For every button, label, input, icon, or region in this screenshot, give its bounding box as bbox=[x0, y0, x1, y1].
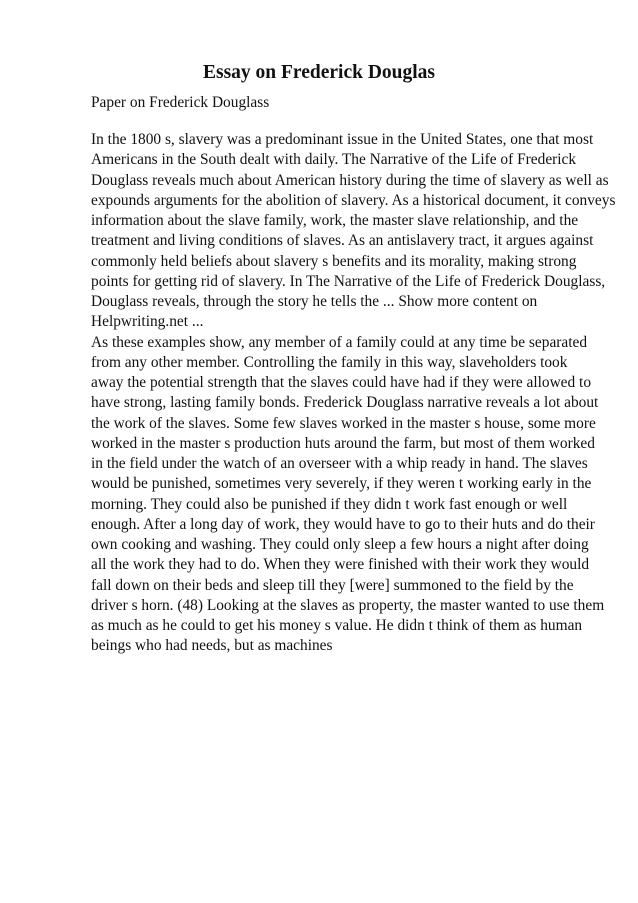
body-line: away the potential strength that the slaves could have had if they were allowed to bbox=[91, 374, 592, 391]
body-line: worked in the master s production huts around the farm, but most of them worked bbox=[91, 434, 595, 452]
body-line: In the 1800 s, slavery was a predominant issue in the United States, one that most bbox=[91, 131, 594, 148]
body-line: information about the slave family, work, the master slave relationship, and the bbox=[91, 212, 579, 229]
body-line: As these examples show, any member of a family could at any time be separated bbox=[91, 333, 588, 351]
body-line: as much as he could to get his money s value. He didn t think of them as human bbox=[91, 617, 583, 634]
body-line: would be punished, sometimes very severely, if they weren t working early in the bbox=[91, 475, 592, 493]
body-line: treatment and living conditions of slaves. As an antislavery tract, it argues against bbox=[91, 232, 594, 250]
body-line: driver s horn. (48) Looking at the slaves as property, the master wanted to use them bbox=[91, 596, 605, 614]
body-line: beings who had needs, but as machines bbox=[91, 637, 333, 655]
body-line: Douglass reveals much about American history during the time of slavery as well as bbox=[91, 171, 609, 189]
body-line: Americans in the South dealt with daily. The Narrative of the Life of Frederick bbox=[91, 151, 577, 169]
document-title: Essay on Frederick Douglas bbox=[202, 62, 436, 83]
body-line: morning. They could also be punished if they didn t work fast enough or well bbox=[91, 495, 568, 513]
body-line: enough. After a long day of work, they would have to go to their huts and do their bbox=[91, 515, 595, 533]
body-line: Helpwriting.net ... bbox=[91, 313, 204, 331]
body-line: from any other member. Controlling the family in this way, slaveholders took bbox=[91, 353, 568, 371]
body-line: have strong, lasting family bonds. Frederick Douglass narrative reveals a lot about bbox=[91, 394, 599, 412]
body-text bbox=[91, 130, 616, 657]
body-line: points for getting rid of slavery. In The Narrative of the Life of Frederick Douglass, bbox=[91, 272, 606, 290]
body-line: in the field under the watch of an overseer with a whip ready in hand. The slaves bbox=[91, 455, 588, 472]
body-line: commonly held beliefs about slavery s benefits and its morality, making strong bbox=[91, 252, 577, 270]
body-line: all the work they had to do. When they were finished with their work they would bbox=[91, 556, 590, 574]
body-line: Douglass reveals, through the story he tells the ... Show more content on bbox=[91, 293, 538, 310]
body-line: own cooking and washing. They could only sleep a few hours a night after doing bbox=[91, 536, 589, 553]
body-line: the work of the slaves. Some few slaves worked in the master s house, some more bbox=[91, 414, 596, 432]
body-line: expounds arguments for the abolition of slavery. As a historical document, it conveys bbox=[91, 191, 616, 209]
body-line: fall down on their beds and sleep till they [were] summoned to the field by the bbox=[91, 576, 574, 594]
document-subtitle: Paper on Frederick Douglass bbox=[91, 94, 270, 111]
